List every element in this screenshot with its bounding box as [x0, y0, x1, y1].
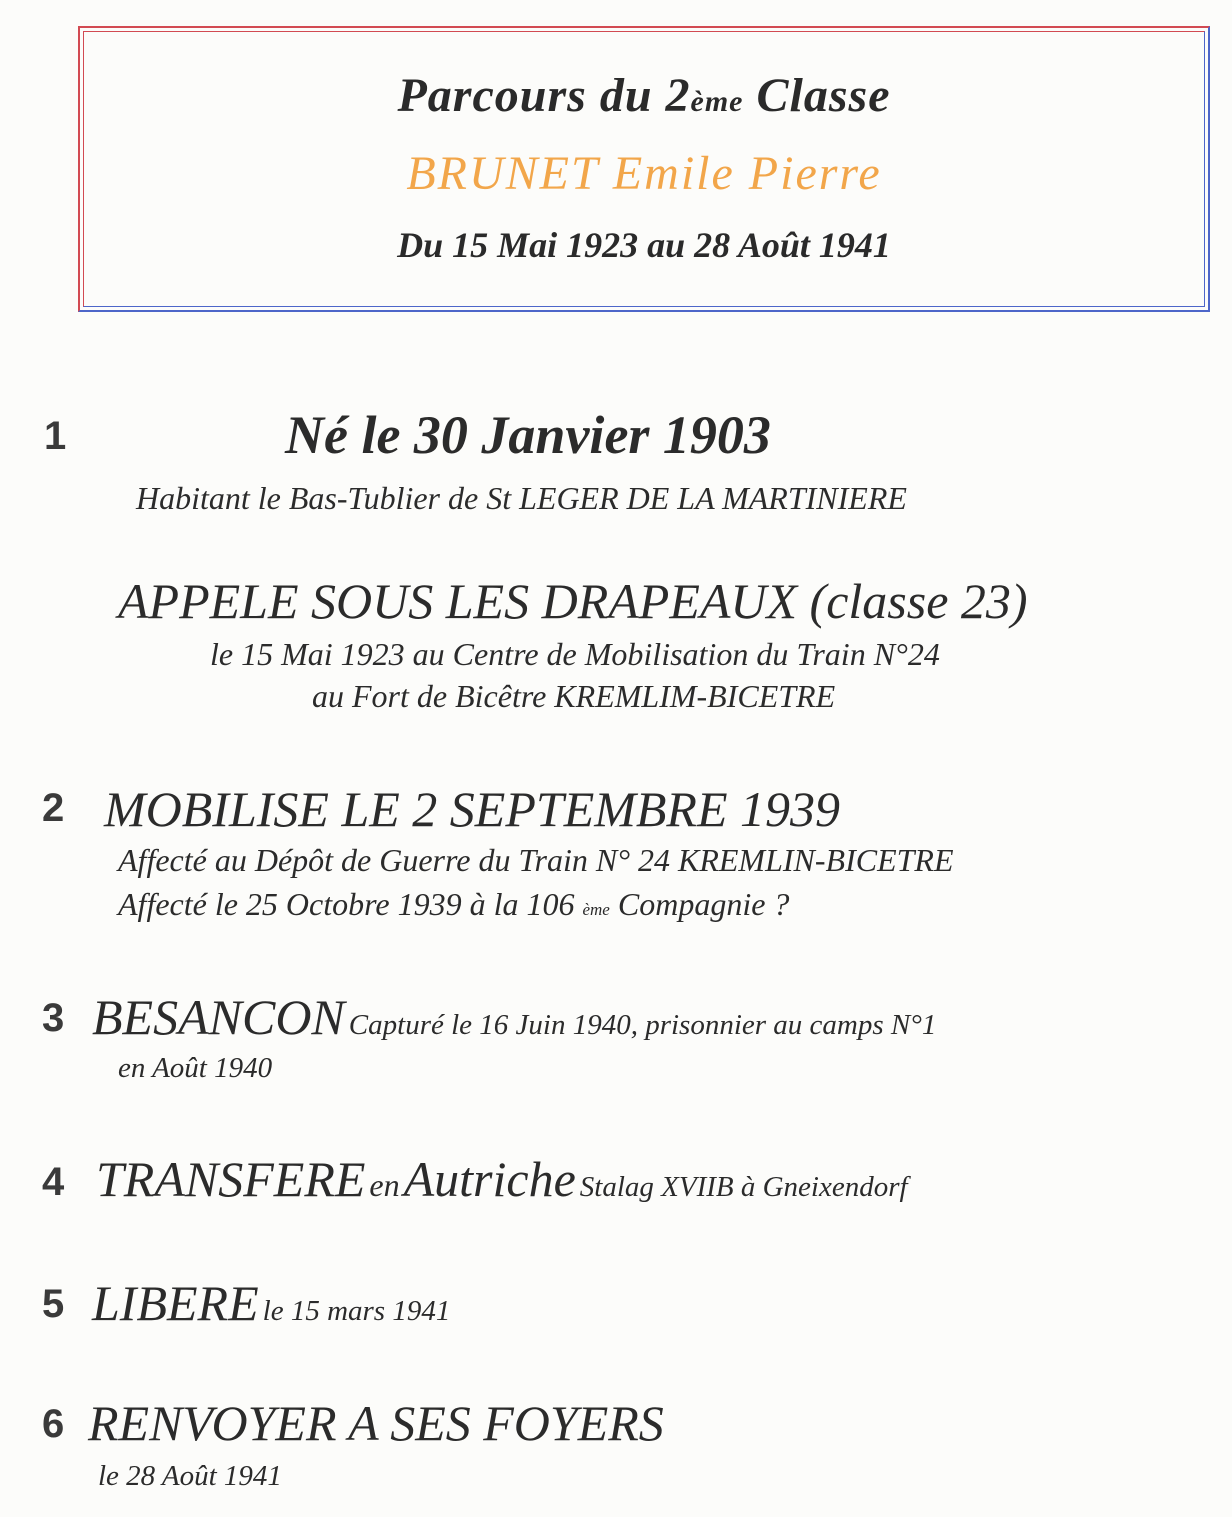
entry-2-title: MOBILISE LE 2 SEPTEMBRE 1939: [104, 781, 841, 837]
entry-2-line2-suffix: Compagnie ?: [617, 886, 790, 922]
entry-1-sub-line1: le 15 Mai 1923 au Centre de Mobilisation du Train N°24: [210, 636, 940, 672]
header-title-prefix: Parcours du 2: [397, 69, 691, 122]
entry-3-line1: [92, 988, 936, 1046]
entry-4-inline: Stalag XVIIB à Gneixendorf: [579, 1171, 908, 1203]
entry-5-inline: le 15 mars 1941: [262, 1295, 451, 1327]
entry-6-number: 6: [42, 1402, 65, 1446]
entry-3-number: 3: [42, 996, 65, 1040]
entry-4-number: 4: [42, 1160, 65, 1204]
header-dates: Du 15 Mai 1923 au 28 Août 1941: [397, 225, 891, 265]
entry-2-line2: [118, 886, 789, 923]
entry-2-line2-prefix: Affecté le 25 Octobre 1939 à la 106: [118, 886, 575, 922]
entry-5-title: LIBERE: [92, 1275, 259, 1331]
entry-1-sub-line2: au Fort de Bicêtre KREMLIM-BICETRE: [312, 678, 836, 714]
entry-4-word-en: en: [369, 1167, 400, 1203]
entry-3-inline: Capturé le 16 Juin 1940, prisonnier au camps N°1: [348, 1009, 937, 1041]
entry-1-sub-title: APPELE SOUS LES DRAPEAUX (classe 23): [118, 573, 1028, 629]
header-title-suffix: Classe: [756, 69, 891, 122]
entry-1-title: Né le 30 Janvier 1903: [285, 405, 771, 465]
entry-2-number: 2: [42, 786, 65, 830]
entry-5-number: 5: [42, 1282, 65, 1326]
header-title: [80, 68, 1208, 123]
entry-1-detail: Habitant le Bas-Tublier de St LEGER DE LA MARTINIERE: [136, 480, 907, 516]
entry-6-line2: le 28 Août 1941: [98, 1460, 282, 1492]
entry-5-line1: [92, 1274, 450, 1332]
entry-2-line2-sup: ème: [582, 900, 610, 919]
entry-3-line2: en Août 1940: [118, 1052, 273, 1084]
entry-4-country: Autriche: [403, 1151, 576, 1207]
entry-4-title: TRANSFERE: [96, 1151, 366, 1207]
entry-4-line1: [96, 1150, 908, 1208]
header-title-sup: ème: [690, 85, 744, 118]
entry-3-title: BESANCON: [92, 989, 345, 1045]
header-name: BRUNET Emile Pierre: [406, 147, 882, 200]
header-box: [78, 26, 1210, 312]
entry-1-number: 1: [44, 414, 67, 458]
entry-2-line1: Affecté au Dépôt de Guerre du Train N° 24 KREMLIN-BICETRE: [118, 842, 954, 878]
entry-6-title: RENVOYER A SES FOYERS: [88, 1395, 664, 1451]
